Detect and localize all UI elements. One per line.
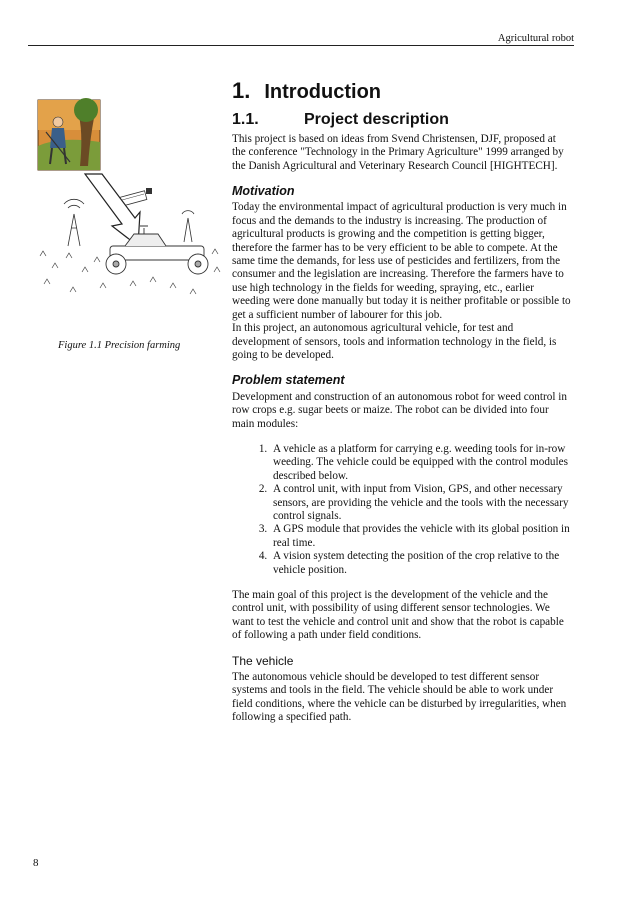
problem-section xyxy=(232,374,572,642)
figure-caption: Figure 1.1 Precision farming xyxy=(58,340,181,351)
main-content xyxy=(232,78,572,737)
section-title: Project description xyxy=(304,111,449,129)
motivation-heading: Motivation xyxy=(232,184,295,199)
list-item: 2. A control unit, with input from Vision, GPS, and other necessary sensors, are providing the vehicle and the tools with the necessary control signals. xyxy=(270,483,572,523)
problem-paragraph-1: Development and construction of an autonomous robot for weed control in row crops e.g. sugar beets or maize. The robot can be divided into four main modules: xyxy=(232,390,567,430)
problem-heading: Problem statement xyxy=(232,373,345,388)
intro-paragraph: This project is based on ideas from Svend Christensen, DJF, proposed at the conference "Technology in the Primary Agriculture" 1999 arranged by the Danish Agricultural and Veterinary Research Council [HIGHTECH]. xyxy=(232,132,564,172)
motivation-section xyxy=(232,185,572,362)
list-item: 4. A vision system detecting the position of the crop relative to the vehicle position. xyxy=(270,550,572,577)
precision-farming-illustration xyxy=(30,96,225,316)
problem-paragraph-2: The main goal of this project is the development of the vehicle and the control unit, with possibility of using different sensor technologies. We want to test the vehicle and control unit and show that the robot is capable of following a path under field conditions. xyxy=(232,589,564,642)
header-rule xyxy=(28,45,574,46)
list-item: 1. A vehicle as a platform for carrying e.g. weeding tools for in-row weeding. The vehicle could be equipped with the control modules described below. xyxy=(270,443,572,483)
vehicle-heading: The vehicle xyxy=(232,653,294,668)
section-heading xyxy=(232,111,572,129)
section-number: 1.1. xyxy=(232,111,259,129)
module-list xyxy=(232,443,572,577)
vehicle-section xyxy=(232,655,572,725)
chapter-title: Introduction xyxy=(264,81,381,103)
vehicle-paragraph: The autonomous vehicle should be developed to test different sensor systems and tools in the field. The vehicle should be able to work under field conditions, where the vehicle can be disturbed by irregularities, when following a specified path. xyxy=(232,671,567,724)
page-number: 8 xyxy=(33,857,39,869)
running-header: Agricultural robot xyxy=(497,33,574,44)
list-item: 3. A GPS module that provides the vehicle with its global position in real time. xyxy=(270,523,572,550)
motivation-paragraph-2: In this project, an autonomous agricultural vehicle, for test and development of sensors, tools and information technology in the field, is going to be developed. xyxy=(232,322,557,361)
chapter-number: 1. xyxy=(232,78,251,103)
motivation-paragraph-1: Today the environmental impact of agricultural production is very much in focus and the demands to the industry is increasing. The production of agricultural products is growing and the competition is getting bigger, therefore the farmer has to be very efficient to be able to compete. At the same time the demands, for less use of pesticides and fertilizers, from the consumer and the legislation are increasing. Therefore the farmers have to use high technology in the fields for weeding, spraying, etc., earlier weeding were done manually but today it is neither profitable or possible to get a sufficient number of labourer for this job. xyxy=(232,201,571,321)
chapter-heading xyxy=(232,78,572,103)
